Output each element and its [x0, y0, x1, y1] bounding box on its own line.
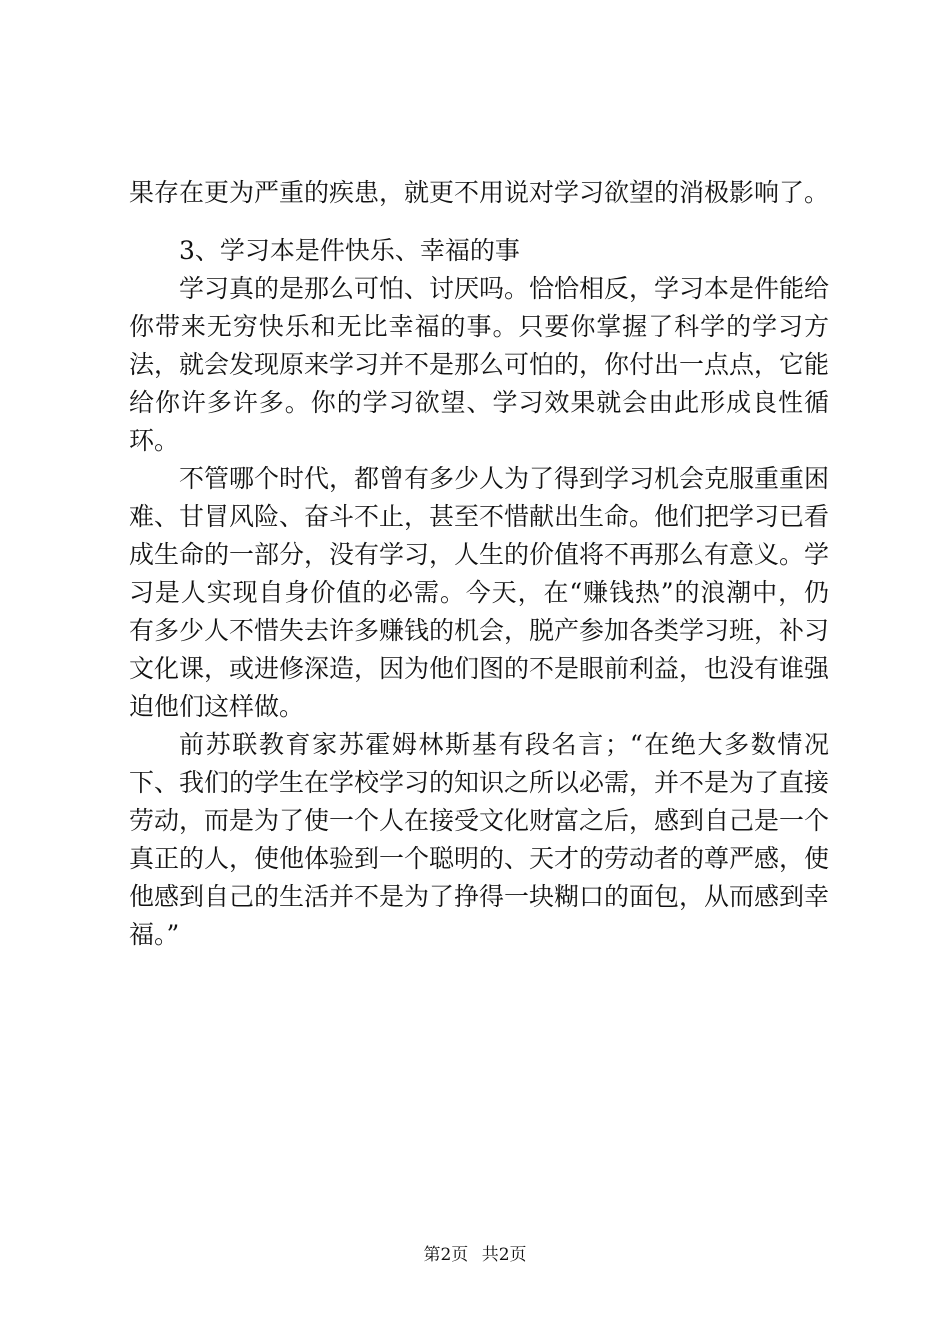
page-number-total: 共2页: [481, 1245, 527, 1265]
paragraph-continued: 果存在更为严重的疾患，就更不用说对学习欲望的消极影响了。: [129, 178, 830, 207]
page-footer: [0, 1243, 950, 1267]
paragraph-historical-learning: 不管哪个时代，都曾有多少人为了得到学习机会克服重重困难、甘冒风险、奋斗不止，甚至不惜献出生命。他们把学习已看成生命的一部分，没有学习，人生的价值将不再那么有意义。学习是人实现自身价值的必需。今天，在“赚钱热”的浪潮中，仍有多少人不惜失去许多赚钱的机会，脱产参加各类学习班，补习文化课，或进修深造，因为他们图的不是眼前利益，也没有谁强迫他们这样做。: [129, 464, 830, 721]
section-heading: 3、学习本是件快乐、幸福的事: [179, 236, 520, 265]
document-body: [129, 174, 829, 954]
page-number-current: 第2页: [423, 1245, 469, 1265]
paragraph-sukhomlinsky-quote: 前苏联教育家苏霍姆林斯基有段名言；“在绝大多数情况下、我们的学生在学校学习的知识之所以必需，并不是为了直接劳动，而是为了使一个人在接受文化财富之后，感到自己是一个真正的人，使他体验到一个聪明的、天才的劳动者的尊严感，使他感到自己的生活并不是为了挣得一块糊口的面包，从而感到幸福。”: [129, 730, 830, 949]
paragraph-joy-of-learning: 学习真的是那么可怕、讨厌吗。恰恰相反，学习本是件能给你带来无穷快乐和无比幸福的事。只要你掌握了科学的学习方法，就会发现原来学习并不是那么可怕的，你付出一点点，它能给你许多许多。你的学习欲望、学习效果就会由此形成良性循环。: [129, 274, 830, 455]
